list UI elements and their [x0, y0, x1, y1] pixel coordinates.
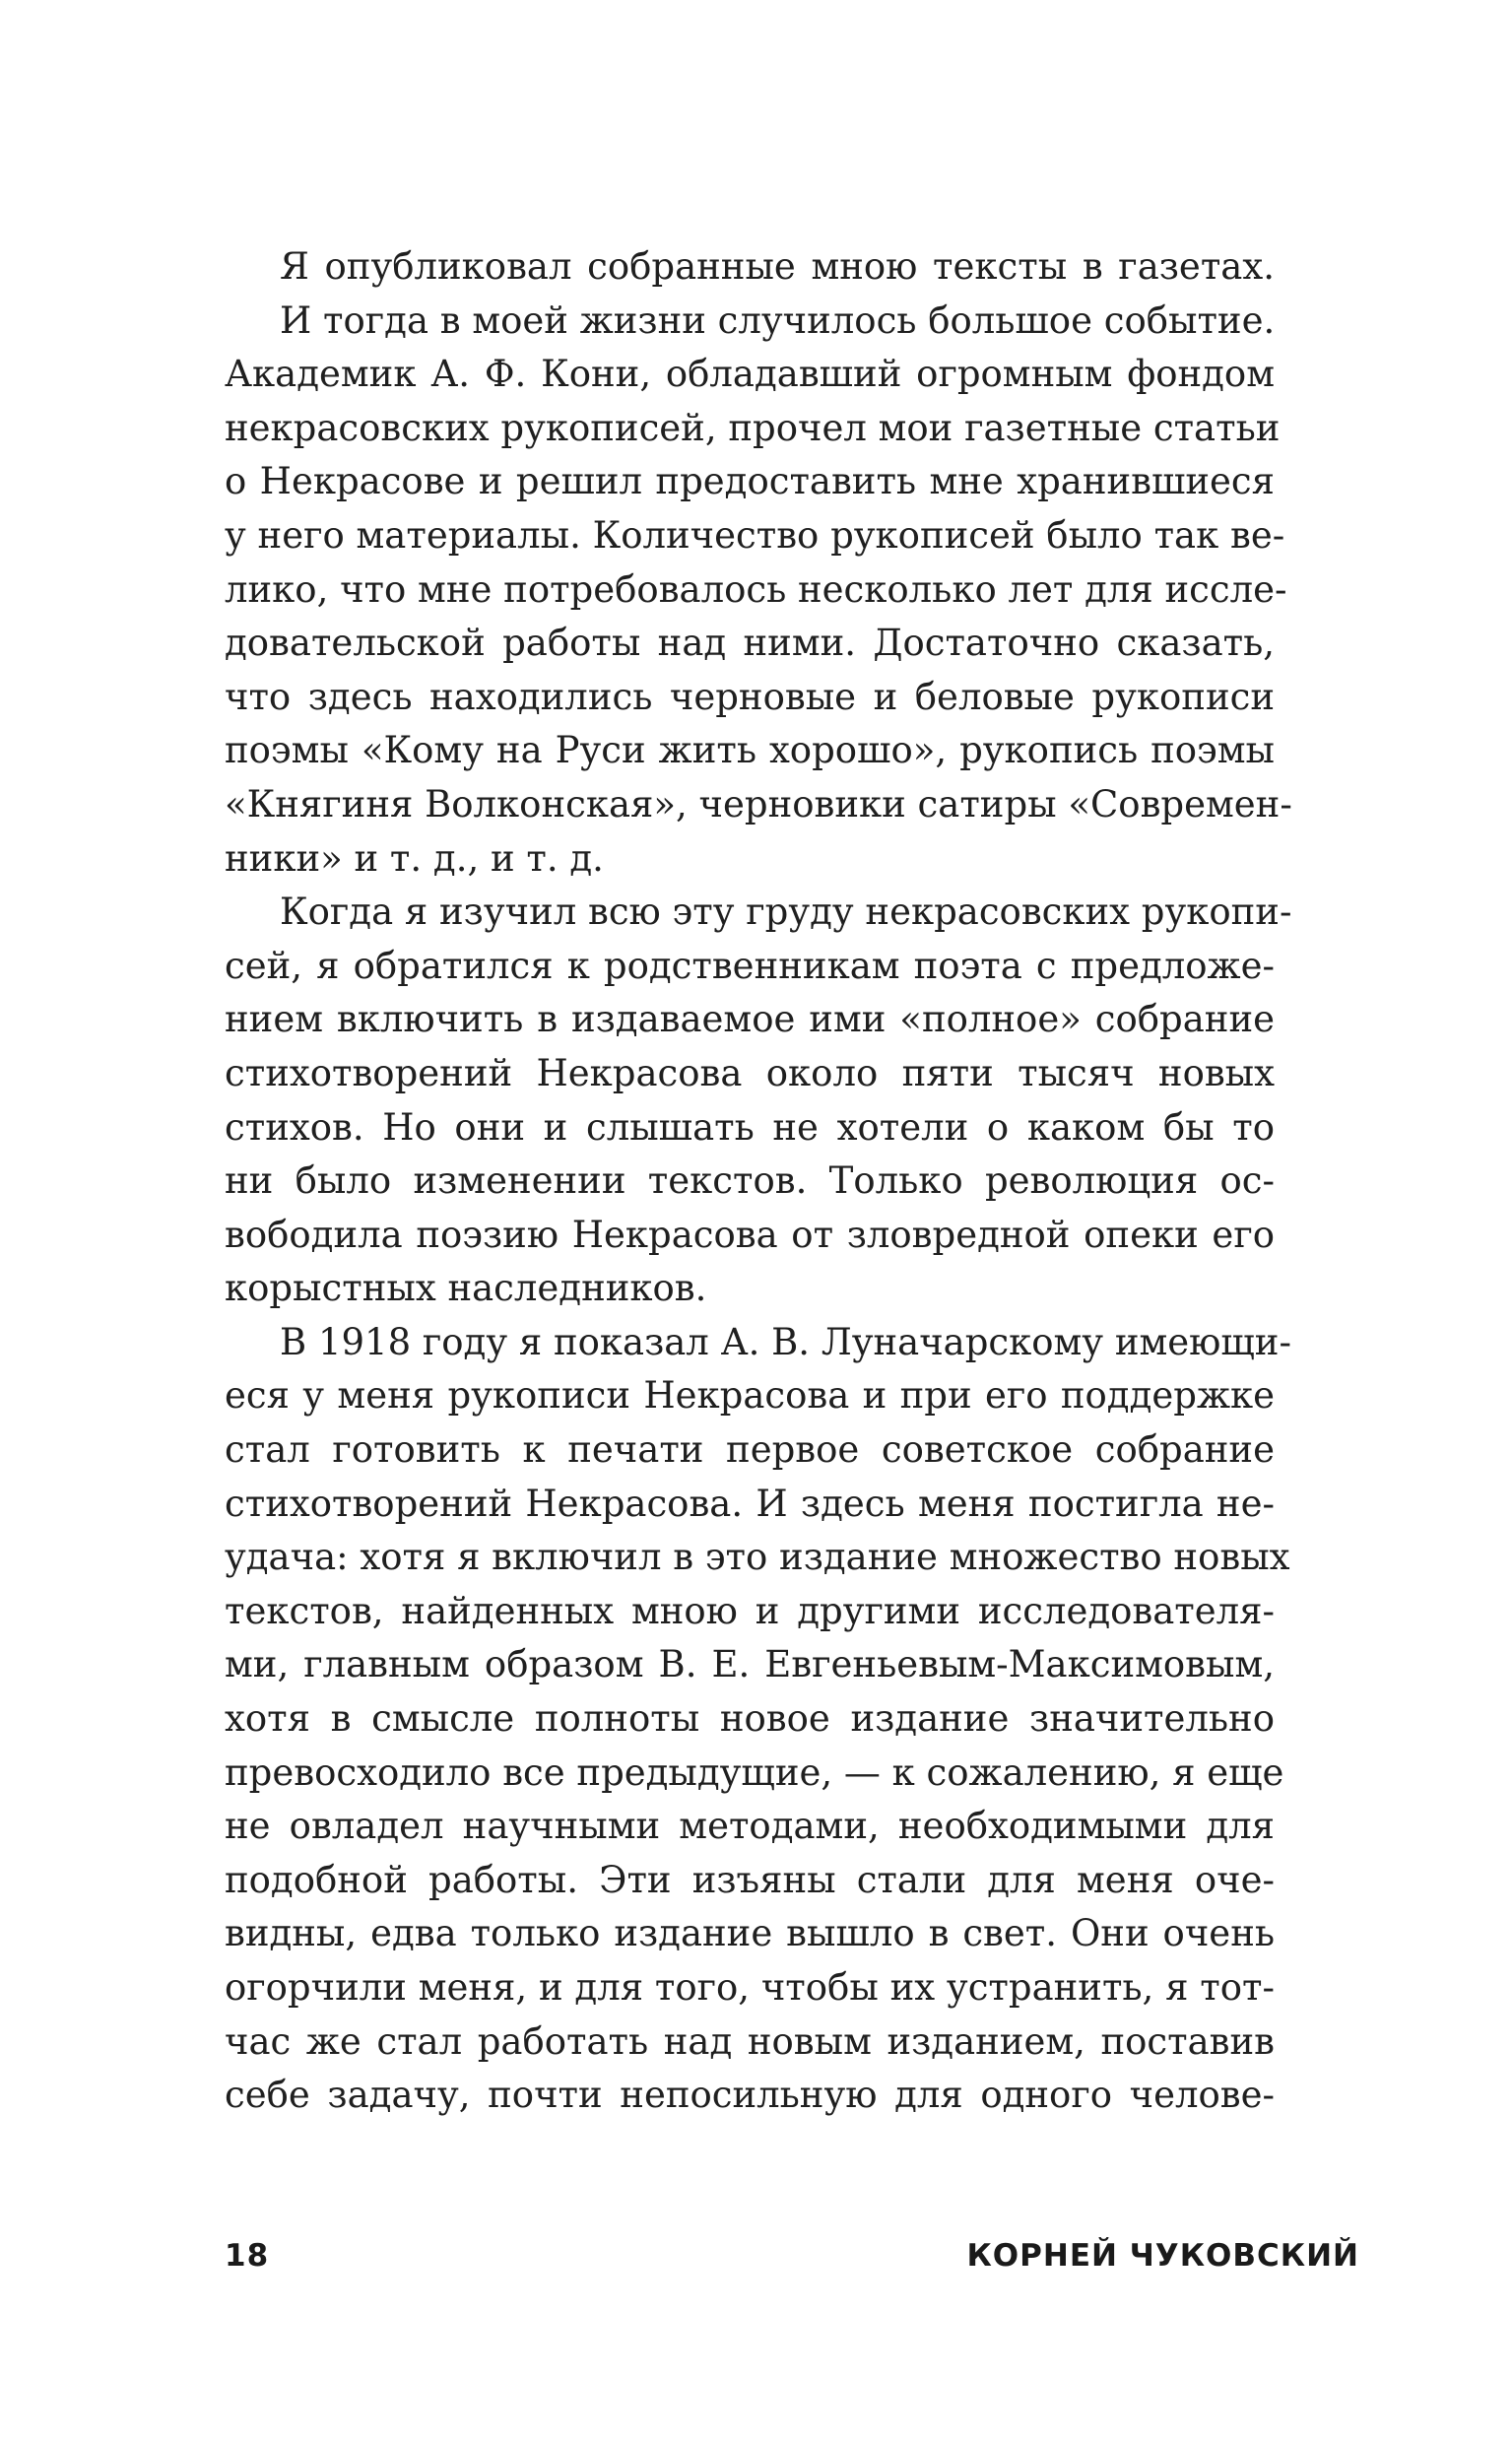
text-line: текстов, найденных мною и другими исследователя- [225, 1589, 1275, 1632]
text-line: стихотворений Некрасова. И здесь меня постигла не- [225, 1482, 1275, 1525]
text-line: довательской работы над ними. Достаточно сказать, [225, 622, 1275, 665]
page-number: 18 [225, 2238, 270, 2274]
text-line: стал готовить к печати первое советское собрание [225, 1428, 1275, 1472]
body-text [225, 240, 1292, 2123]
text-line: еся у меня рукописи Некрасова и при его поддержке [225, 1374, 1275, 1418]
text-line: хотя в смысле полноты новое издание значительно [225, 1697, 1275, 1741]
text-line: некрасовских рукописей, прочел мои газетные статьи [225, 406, 1281, 449]
text-line: лико, что мне потребовалось несколько лет для иссле- [225, 567, 1287, 611]
text-line: И тогда в моей жизни случилось большое событие. [280, 298, 1276, 342]
text-line: нием включить в издаваемое ими «полное» собрание [225, 998, 1275, 1041]
text-line: огорчили меня, и для того, чтобы их устранить, я тот- [225, 1966, 1275, 2009]
text-line: поэмы «Кому на Руси жить хорошо», рукопись поэмы [225, 729, 1275, 772]
text-line: не овладел научными методами, необходимыми для [225, 1805, 1275, 1848]
running-title: КОРНЕЙ ЧУКОВСКИЙ [966, 2238, 1359, 2274]
text-line: удача: хотя я включил в это издание множество новых [225, 1536, 1290, 1579]
text-line: ники» и т. д., и т. д. [225, 836, 604, 880]
text-line: сей, я обратился к родственникам поэта с предложе- [225, 944, 1275, 987]
text-line: стихотворений Некрасова около пяти тысяч новых [225, 1051, 1275, 1094]
text-line: «Княгиня Волконская», черновики сатиры «Современ- [225, 782, 1292, 825]
text-line: Когда я изучил всю эту груду некрасовских рукопи- [280, 891, 1292, 934]
text-line: что здесь находились черновые и беловые рукописи [225, 675, 1275, 718]
text-line: час же стал работать над новым изданием, поставив [225, 2019, 1275, 2063]
text-line: о Некрасове и решил предоставить мне хранившиеся [225, 460, 1275, 503]
text-line: ми, главным образом В. Е. Евгеньевым-Максимовым, [225, 1643, 1275, 1686]
text-line: вободила поэзию Некрасова от зловредной опеки его [225, 1213, 1275, 1256]
page-footer [225, 2238, 1359, 2287]
text-line: Академик А. Ф. Кони, обладавший огромным фондом [225, 353, 1275, 396]
text-line: стихов. Но они и слышать не хотели о каком бы то [225, 1105, 1275, 1149]
text-line: корыстных наследников. [225, 1267, 707, 1310]
text-line: превосходило все предыдущие, — к сожалению, я еще [225, 1750, 1284, 1794]
text-line: себе задачу, почти непосильную для одного челове- [225, 2074, 1275, 2117]
text-line: у него материалы. Количество рукописей было так ве- [225, 513, 1285, 557]
text-line: В 1918 году я показал А. В. Луначарскому имеющи- [280, 1320, 1291, 1363]
text-line: видны, едва только издание вышло в свет. Они очень [225, 1912, 1275, 1955]
text-line: ни было изменении текстов. Только революция ос- [225, 1159, 1275, 1203]
text-line: подобной работы. Эти изъяны стали для меня оче- [225, 1858, 1275, 1901]
text-line: Я опубликовал собранные мною тексты в газетах. [280, 245, 1275, 288]
